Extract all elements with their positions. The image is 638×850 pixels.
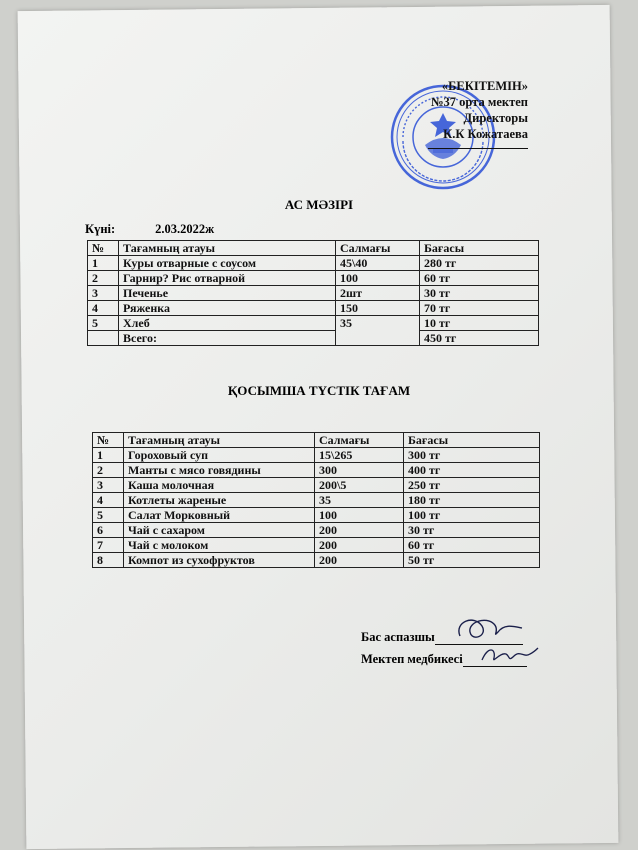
table-cell: Печенье bbox=[119, 286, 336, 301]
table-row bbox=[93, 523, 540, 538]
table-header-row bbox=[93, 433, 540, 448]
table-cell: Компот из сухофруктов bbox=[124, 553, 315, 568]
table-cell: 200 bbox=[315, 523, 404, 538]
table-cell: 180 тг bbox=[404, 493, 540, 508]
table-cell: 2 bbox=[88, 271, 119, 286]
table-row bbox=[93, 478, 540, 493]
table-row bbox=[88, 271, 539, 286]
table-cell: 300 тг bbox=[404, 448, 540, 463]
table-cell: 7 bbox=[93, 538, 124, 553]
header-cell: Бағасы bbox=[420, 241, 539, 256]
table-row bbox=[88, 301, 539, 316]
approval-block bbox=[431, 78, 528, 142]
table-cell: Манты с мясо говядины bbox=[124, 463, 315, 478]
table-cell bbox=[88, 331, 119, 346]
table-cell: 200 bbox=[315, 538, 404, 553]
table-cell: 1 bbox=[93, 448, 124, 463]
table-row bbox=[93, 553, 540, 568]
header-cell: № bbox=[88, 241, 119, 256]
table-cell: Чай с сахаром bbox=[124, 523, 315, 538]
table-cell: 280 тг bbox=[420, 256, 539, 271]
header-cell: № bbox=[93, 433, 124, 448]
table-cell: 5 bbox=[93, 508, 124, 523]
table-row bbox=[93, 463, 540, 478]
table-cell: 4 bbox=[93, 493, 124, 508]
menu-title: АС МӘЗІРІ bbox=[284, 197, 354, 212]
table-total-row bbox=[88, 331, 539, 346]
table-cell: 300 bbox=[315, 463, 404, 478]
table-cell: Чай с молоком bbox=[124, 538, 315, 553]
date-label: Күні: bbox=[85, 222, 116, 236]
table-cell: 400 тг bbox=[404, 463, 540, 478]
table-cell: 30 тг bbox=[404, 523, 540, 538]
approval-line-3: Директоры bbox=[463, 111, 528, 125]
table-cell: Салат Морковный bbox=[124, 508, 315, 523]
nurse-label: Мектеп медбикесі bbox=[361, 652, 463, 666]
table-row bbox=[93, 538, 540, 553]
table-cell: 60 тг bbox=[404, 538, 540, 553]
table-cell: 2шт bbox=[336, 286, 420, 301]
table-cell: 70 тг bbox=[420, 301, 539, 316]
table-cell: 30 тг bbox=[420, 286, 539, 301]
table-cell: 60 тг bbox=[420, 271, 539, 286]
table-cell: 8 bbox=[93, 553, 124, 568]
table-row bbox=[88, 286, 539, 301]
table-cell: 45\40 bbox=[336, 256, 420, 271]
table-row bbox=[93, 493, 540, 508]
table-cell: 200 bbox=[315, 553, 404, 568]
approval-line-2: №37 орта мектеп bbox=[430, 95, 528, 109]
table-cell: 50 тг bbox=[404, 553, 540, 568]
approval-line-4: К.К Кожатаева bbox=[443, 127, 528, 141]
table-cell: 2 bbox=[93, 463, 124, 478]
table-cell: 5 bbox=[88, 316, 119, 331]
header-cell: Салмағы bbox=[336, 241, 420, 256]
header-cell: Бағасы bbox=[404, 433, 540, 448]
table-cell: Ряженка bbox=[119, 301, 336, 316]
additional-lunch-title: ҚОСЫМША ТҮСТІК ТАҒАМ bbox=[227, 383, 411, 398]
total-label: Всего: bbox=[119, 331, 336, 346]
date-value: 2.03.2022ж bbox=[155, 222, 215, 236]
table-cell: Хлеб bbox=[119, 316, 336, 331]
table-row bbox=[88, 256, 539, 271]
date-row bbox=[85, 222, 214, 237]
table-cell: 100 bbox=[315, 508, 404, 523]
table-cell: Каша молочная bbox=[124, 478, 315, 493]
approval-line-1: «БЕКІТЕМІН» bbox=[441, 79, 528, 93]
header-cell: Тағамның атауы bbox=[124, 433, 315, 448]
director-signature-line bbox=[428, 148, 528, 149]
table-cell: 4 bbox=[88, 301, 119, 316]
table-cell: 250 тг bbox=[404, 478, 540, 493]
table-row bbox=[93, 508, 540, 523]
main-menu-table bbox=[87, 240, 539, 346]
table-cell: 1 bbox=[88, 256, 119, 271]
chef-handwritten-signature bbox=[452, 612, 532, 646]
table-cell: 3 bbox=[88, 286, 119, 301]
total-value: 450 тг bbox=[420, 331, 539, 346]
table-cell: 35 bbox=[336, 316, 420, 346]
paper-sheet bbox=[18, 5, 619, 849]
header-cell: Салмағы bbox=[315, 433, 404, 448]
header-cell: Тағамның атауы bbox=[119, 241, 336, 256]
table-cell: Гороховый суп bbox=[124, 448, 315, 463]
table-cell: 3 bbox=[93, 478, 124, 493]
table-cell: Куры отварные с соусом bbox=[119, 256, 336, 271]
table-cell: Котлеты жареные bbox=[124, 493, 315, 508]
table-cell: 200\5 bbox=[315, 478, 404, 493]
table-row bbox=[88, 316, 539, 331]
table-cell: Гарнир? Рис отварной bbox=[119, 271, 336, 286]
table-header-row bbox=[88, 241, 539, 256]
table-cell: 6 bbox=[93, 523, 124, 538]
table-cell: 15\265 bbox=[315, 448, 404, 463]
table-cell: 150 bbox=[336, 301, 420, 316]
additional-menu-table bbox=[92, 432, 540, 568]
table-cell: 100 тг bbox=[404, 508, 540, 523]
table-cell: 100 bbox=[336, 271, 420, 286]
table-cell: 35 bbox=[315, 493, 404, 508]
table-cell: 10 тг bbox=[420, 316, 539, 331]
chef-label: Бас аспазшы bbox=[361, 630, 435, 644]
table-row bbox=[93, 448, 540, 463]
nurse-handwritten-signature bbox=[478, 642, 540, 668]
